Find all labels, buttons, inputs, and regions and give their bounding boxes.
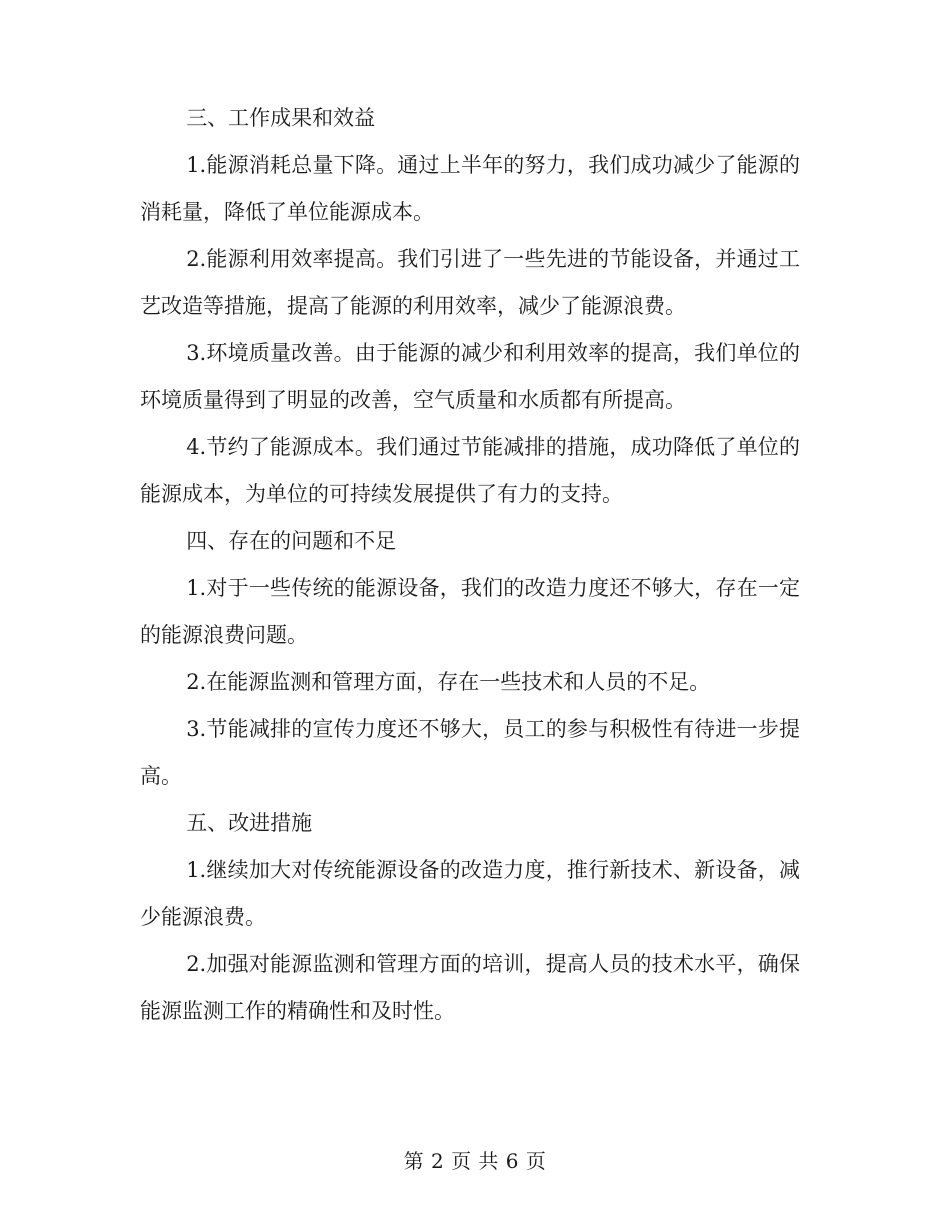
- paragraph-improvement-1: 1.继续加大对传统能源设备的改造力度，推行新技术、新设备，减少能源浪费。: [140, 858, 800, 929]
- paragraph-problem-1: 1.对于一些传统的能源设备，我们的改造力度还不够大，存在一定的能源浪费问题。: [140, 576, 800, 647]
- paragraph-result-3: 3.环境质量改善。由于能源的减少和利用效率的提高，我们单位的环境质量得到了明显的改善，空气质量和水质都有所提高。: [140, 341, 800, 412]
- section-heading-results: 三、工作成果和效益: [186, 106, 376, 130]
- paragraph-result-1: 1.能源消耗总量下降。通过上半年的努力，我们成功减少了能源的消耗量，降低了单位能源成本。: [140, 153, 800, 224]
- section-heading-problems: 四、存在的问题和不足: [186, 529, 397, 553]
- page-number-footer: 第 2 页 共 6 页: [403, 1149, 547, 1173]
- document-body: [140, 95, 800, 1035]
- paragraph-result-2: 2.能源利用效率提高。我们引进了一些先进的节能设备，并通过工艺改造等措施，提高了能源的利用效率，减少了能源浪费。: [140, 247, 800, 318]
- paragraph-improvement-2: 2.加强对能源监测和管理方面的培训，提高人员的技术水平，确保能源监测工作的精确性和及时性。: [140, 952, 800, 1023]
- paragraph-problem-3: 3.节能减排的宣传力度还不够大，员工的参与积极性有待进一步提高。: [140, 717, 800, 788]
- paragraph-problem-2: 2.在能源监测和管理方面，存在一些技术和人员的不足。: [186, 670, 711, 694]
- section-heading-improvements: 五、改进措施: [186, 811, 313, 835]
- paragraph-result-4: 4.节约了能源成本。我们通过节能减排的措施，成功降低了单位的能源成本，为单位的可持续发展提供了有力的支持。: [140, 435, 800, 506]
